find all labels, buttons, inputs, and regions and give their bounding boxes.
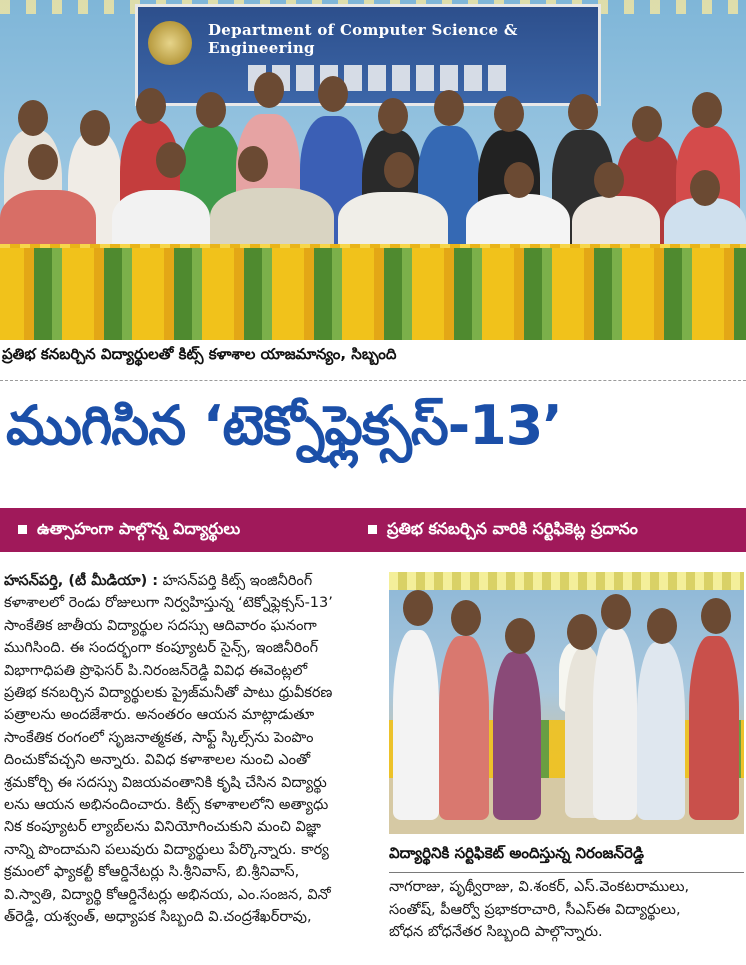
body-line: క్రమంలో ఫ్యాకల్టీ కోఆర్డినేటర్లు సి.శ్రీనివాస్, బి.శ్రీనివాస్, — [4, 864, 300, 881]
body-line: దించుకోవచ్చని అన్నారు. వివిధ కళాశాలల నుంచి ఎంతో — [4, 752, 311, 769]
garland — [389, 572, 744, 590]
top-photo — [0, 0, 746, 340]
highlight-text: ఉత్సాహంగా పాల్గొన్న విద్యార్థులు — [37, 519, 241, 538]
body-line: సంతోష్, పీఆర్వో ప్రభాకరాచారి, సీఎస్‌ఈ విద్యార్థులు, — [389, 901, 681, 918]
body-line: విభాగాధిపతి ప్రొఫెసర్ పి.నిరంజన్‌రెడ్డి వివిధ ఈవెంట్లలో — [4, 662, 308, 679]
body-line: త్‌రెడ్డి, యశ్వంత్, అధ్యాపక సిబ్బంది వి.చంద్రశేఖర్‌రావు, — [4, 909, 312, 926]
top-photo-caption: ప్రతిభ కనబర్చిన విద్యార్థులతో కిట్స్ కళాశాల యాజమాన్యం, సిబ్బంది — [2, 345, 397, 363]
headline: ముగిసిన ‘టెక్నోఫ్లెక్సస్-13’ — [6, 394, 562, 457]
highlight-bar — [0, 508, 746, 552]
dateline: హసన్‌పర్తి, (టీ మీడియా) : — [4, 573, 159, 589]
body-line — [4, 570, 382, 592]
body-line: పత్రాలను అందజేశారు. అనంతరం ఆయన మాట్లాడుతూ — [4, 707, 315, 724]
body-line: నాన్ని పొందామని పలువురు విద్యార్థులు పేర్కొన్నారు. కార్య — [4, 841, 329, 858]
body-line: ప్రతిభ కనబర్చిన విద్యార్థులకు ప్రైజ్‌మనీతో పాటు ధ్రువీకరణ — [4, 685, 333, 702]
body-line: సాంకేతిక జాతీయ విద్యార్థుల సదస్సు ఆదివారం ఘనంగా — [4, 617, 317, 634]
right-photo-caption: విద్యార్థినికి సర్టిఫికెట్ అందిస్తున్న నిరంజన్‌రెడ్డి — [389, 844, 644, 862]
body-line: కళాశాలలో రెండు రోజులుగా నిర్వహిస్తున్న ‘టెక్నోఫ్లెక్సస్-13’ — [4, 595, 333, 612]
body-line: లను ఆయన అభినందించారు. కిట్స్ కళాశాలలోని అత్యాధు — [4, 797, 329, 814]
highlight-item — [368, 519, 638, 542]
divider — [389, 872, 744, 873]
square-bullet-icon — [368, 525, 377, 534]
college-logo — [148, 21, 192, 65]
article-body — [4, 570, 382, 929]
body-line: వి.స్వాతి, విద్యార్థి కోఆర్డినేటర్లు అభినయ, ఎం.సంజన, వినో — [4, 886, 331, 903]
highlight-text: ప్రతిభ కనబర్చిన వారికి సర్టిఫికెట్ల ప్రదానం — [387, 519, 638, 538]
square-bullet-icon — [18, 525, 27, 534]
group-of-people — [0, 70, 746, 260]
banner-text: Department of Computer Science & Engineering — [208, 21, 518, 57]
body-line: నిక కంప్యూటర్ ల్యాబ్‌లను వినియోగించుకుని మంచి విజ్ఞా — [4, 819, 321, 836]
body-text: హసన్‌పర్తి కిట్స్ ఇంజినీరింగ్ — [158, 573, 313, 589]
body-line: సాంకేతిక రంగంలో సృజనాత్మకత, సాఫ్ట్ స్కిల్స్‌ను పెంపొం — [4, 729, 314, 746]
body-line: ముగిసింది. ఈ సందర్భంగా కంప్యూటర్ సైన్స్, ఇంజినీరింగ్ — [4, 640, 319, 657]
certificate-photo — [389, 572, 744, 834]
divider — [0, 380, 746, 381]
body-line: నాగరాజు, పృథ్వీరాజు, వి.శంకర్, ఎస్.వెంకటరాములు, — [389, 879, 690, 895]
article-continuation — [389, 876, 744, 944]
highlight-item — [18, 519, 240, 542]
stage-decoration — [0, 248, 746, 340]
body-line: బోధన బోధనేతర సిబ్బంది పాల్గొన్నారు. — [389, 924, 603, 941]
body-line: శ్రమకోర్చి ఈ సదస్సు విజయవంతానికి కృషి చేసిన విద్యార్థు — [4, 774, 327, 791]
